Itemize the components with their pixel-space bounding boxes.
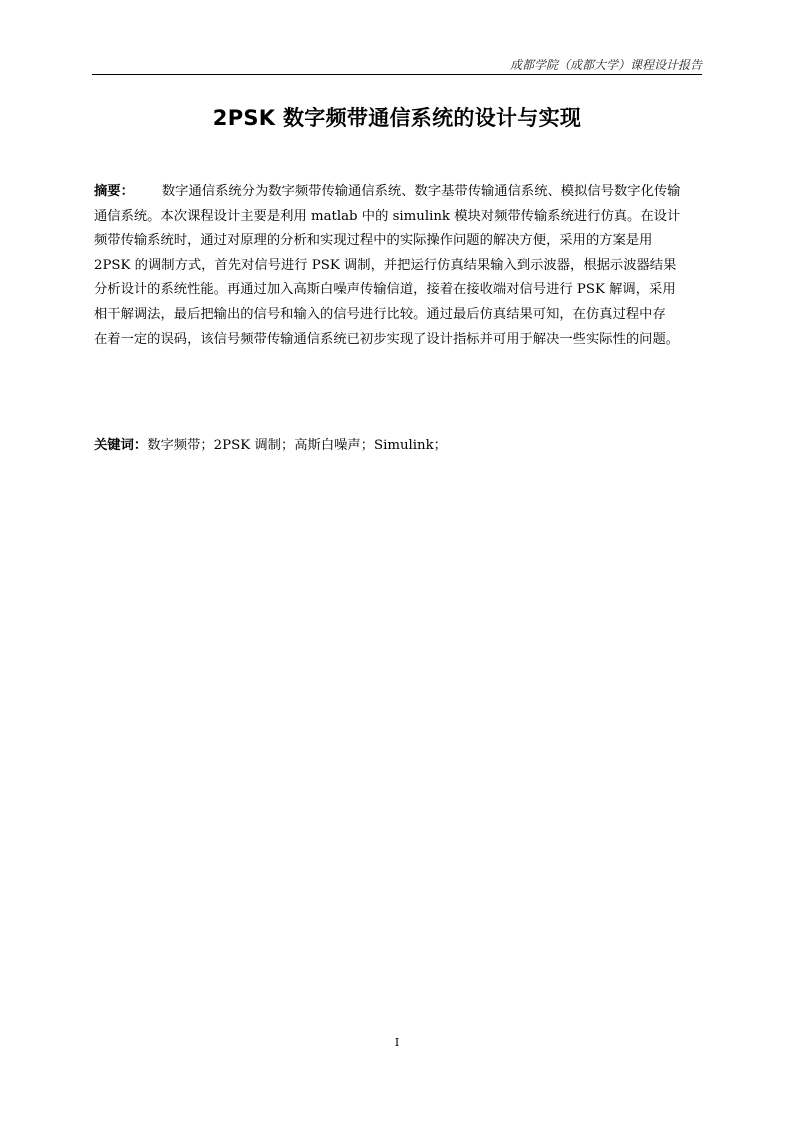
running-header: 成都学院（成都大学）课程设计报告 <box>509 58 702 72</box>
abstract-line <box>94 180 704 205</box>
abstract-line: 相干解调法，最后把输出的信号和输入的信号进行比较。通过最后仿真结果可知，在仿真过程中存 <box>94 306 666 322</box>
keywords-section <box>94 435 704 457</box>
keywords-text: 数字频带；2PSK 调制；高斯白噪声；Simulink； <box>147 438 447 453</box>
page-number: I <box>394 1036 400 1049</box>
abstract-line: 分析设计的系统性能。再通过加入高斯白噪声传输信道，接着在接收端对信号进行 PSK 解调，采用 <box>94 282 676 298</box>
document-title: 2PSK 数字频带通信系统的设计与实现 <box>212 106 582 130</box>
abstract-line: 2PSK 的调制方式，首先对信号进行 PSK 调制，并把运行仿真结果输入到示波器，根据示波器结果 <box>94 257 677 273</box>
abstract-line: 在着一定的误码，该信号频带传输通信系统已初步实现了设计指标并可用于解决一些实际性的问题。 <box>94 331 680 347</box>
header-rule <box>92 74 702 75</box>
keywords-label: 关键词： <box>94 438 148 453</box>
abstract-label: 摘要： <box>94 184 134 199</box>
abstract-line: 通信系统。本次课程设计主要是利用 matlab 中的 simulink 模块对频带传输系统进行仿真。在设计 <box>94 208 681 224</box>
abstract-text: 数字通信系统分为数字频带传输通信系统、数字基带传输通信系统、模拟信号数字化传输 <box>161 184 681 199</box>
abstract-line: 频带传输系统时，通过对原理的分析和实现过程中的实际操作问题的解决方便，采用的方案是用 <box>94 233 653 249</box>
abstract-section <box>94 180 704 352</box>
